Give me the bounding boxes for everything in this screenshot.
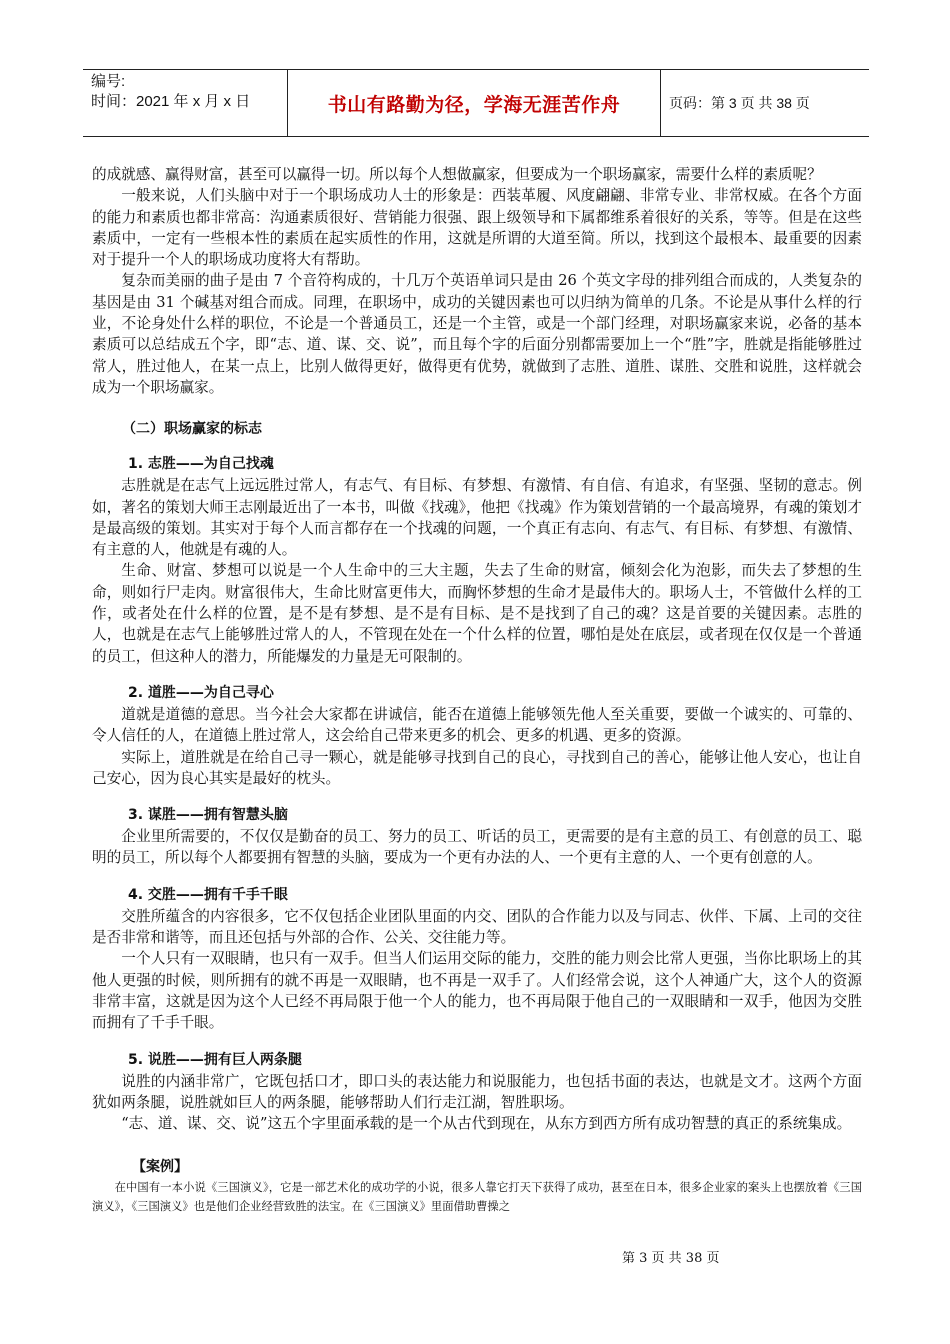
intro-paragraph: 的成就感、赢得财富，甚至可以赢得一切。所以每个人想做赢家，但要成为一个职场赢家，需要什么样的素质呢？: [92, 166, 822, 183]
body-paragraph: 实际上，道胜就是在给自己寻一颗心，就是能够寻找到自己的良心，寻找到自己的善心，能够让他人安心，也让自己安心，因为良心其实是最好的枕头。: [92, 748, 862, 787]
document-body: [92, 164, 862, 1216]
subsection-title: 3. 谋胜——拥有智慧头脑: [128, 807, 288, 824]
date-label: 时间：2021 年 x 月 x 日: [91, 93, 251, 110]
case-paragraph: 在中国有一本小说《三国演义》，它是一部艺术化的成功学的小说，很多人靠它打天下获得了成功，甚至在日本，很多企业家的案头上也摆放着《三国演义》，《三国演义》也是他们企业经营致胜的法宝。在《三国演义》里面借助曹操之: [92, 1181, 862, 1214]
number-label: 编号:: [91, 73, 126, 90]
header-page-info: 页码：第 3 页 共 38 页: [669, 95, 810, 111]
body-paragraph: “志、道、谋、交、说”这五个字里面承载的是一个从古代到现在，从东方到西方所有成功智慧的真正的系统集成。: [121, 1115, 852, 1133]
body-paragraph: 生命、财富、梦想可以说是一个人生命中的三大主题，失去了生命的财富，倾刻会化为泡影，而失去了梦想的生命，则如行尸走肉。财富很伟大，生命比财富更伟大，而胸怀梦想的生命才是最伟大的。职场人士，不管做什么样的工作，或者处在什么样的位置，是不是有梦想、是不是有目标、是不是找到了自己的魂？这是首要的关键因素。志胜的人，也就是在志气上能够胜过常人的人，不管现在处在一个什么样的位置，哪怕是处在底层，或者现在仅仅是一个普通的员工，但这种人的潜力，所能爆发的力量是无可限制的。: [92, 562, 862, 665]
subsection-title: 2. 道胜——为自己寻心: [128, 684, 274, 701]
body-paragraph: 企业里所需要的，不仅仅是勤奋的员工、努力的员工、听话的员工，更需要的是有主意的员工、有创意的员工、聪明的员工，所以每个人都要拥有智慧的头脑，要成为一个更有办法的人、一个更有主意的人、一个更有创意的人。: [92, 828, 862, 867]
body-paragraph: 一个人只有一双眼睛，也只有一双手。但当人们运用交际的能力，交胜的能力则会比常人更强，当你比职场上的其他人更强的时候，则所拥有的就不再是一双眼睛，也不再是一双手了。人们经常会说，这个人神通广大，这个人的资源非常丰富，这就是因为这个人已经不再局限于他一个人的能力，也不再局限于他自己的一双眼睛和一双手，他因为交胜而拥有了千手千眼。: [92, 950, 862, 1032]
body-paragraph: 交胜所蕴含的内容很多，它不仅包括企业团队里面的内交、团队的合作能力以及与同志、伙伴、下属、上司的交往是否非常和谐等，而且还包括与外部的合作、公关、交往能力等。: [92, 907, 862, 947]
header-meta: [83, 70, 288, 136]
page-header: [83, 69, 869, 137]
subsection-title: 5. 说胜——拥有巨人两条腿: [128, 1051, 302, 1068]
subsection-title: 1. 志胜——为自己找魂: [128, 456, 274, 473]
body-paragraph: 志胜就是在志气上远远胜过常人，有志气、有目标、有梦想、有激情、有自信、有追求，有坚强、坚韧的意志。例如，著名的策划大师王志刚最近出了一本书，叫做《找魂》，他把《找魂》作为策划营销的一个最高境界，有魂的策划才是最高级的策划。其实对于每个人而言都存在一个找魂的问题，一个真正有志向、有志气、有目标、有梦想、有激情、有主意的人，他就是有魂的人。: [92, 477, 862, 559]
page-footer: 第 3 页 共 38 页: [622, 1251, 720, 1266]
section-title: （二）职场赢家的标志: [122, 421, 262, 438]
intro-paragraph: 复杂而美丽的曲子是由 7 个音符构成的，十几万个英语单词只是由 26 个英文字母的排列组合而成的，人类复杂的基因是由 31 个碱基对组合而成。同理，在职场中，成功的关键因素也可以归纳为简单的几条。不论是从事什么样的行业，不论身处什么样的职位，不论是一个普通员工，还是一个主管，或是一个部门经理，对职场赢家来说，必备的基本素质可以总结成五个字，即“志、道、谋、交、说”，而且每个字的后面分别都需要加上一个“胜”字，胜就是指能够胜过常人，胜过他人，在某一点上，比别人做得更好，做得更有优势，就做到了志胜、道胜、谋胜、交胜和说胜，这样就会成为一个职场赢家。: [92, 272, 862, 396]
header-motto: 书山有路勤为径，学海无涯苦作舟: [288, 70, 661, 136]
case-heading: 【案例】: [132, 1159, 188, 1176]
body-paragraph: 说胜的内涵非常广，它既包括口才，即口头的表达能力和说服能力，也包括书面的表达，也就是文才。这两个方面犹如两条腿，说胜就如巨人的两条腿，能够帮助人们行走江湖，智胜职场。: [92, 1072, 862, 1111]
body-paragraph: 道就是道德的意思。当今社会大家都在讲诚信，能否在道德上能够领先他人至关重要，要做一个诚实的、可靠的、令人信任的人，在道德上胜过常人，这会给自己带来更多的机会、更多的机遇、更多的资源。: [92, 705, 862, 745]
intro-paragraph: 一般来说，人们头脑中对于一个职场成功人士的形象是：西装革履、风度翩翩、非常专业、非常权威。在各个方面的能力和素质也都非常高：沟通素质很好、营销能力很强、跟上级领导和下属都维系着很好的关系，等等。但是在这些素质中，一定有一些根本性的素质在起实质性的作用，这就是所谓的大道至简。所以，找到这个最根本、最重要的因素对于提升一个人的职场成功度将大有帮助。: [92, 187, 862, 269]
subsection-title: 4. 交胜——拥有千手千眼: [128, 886, 288, 903]
